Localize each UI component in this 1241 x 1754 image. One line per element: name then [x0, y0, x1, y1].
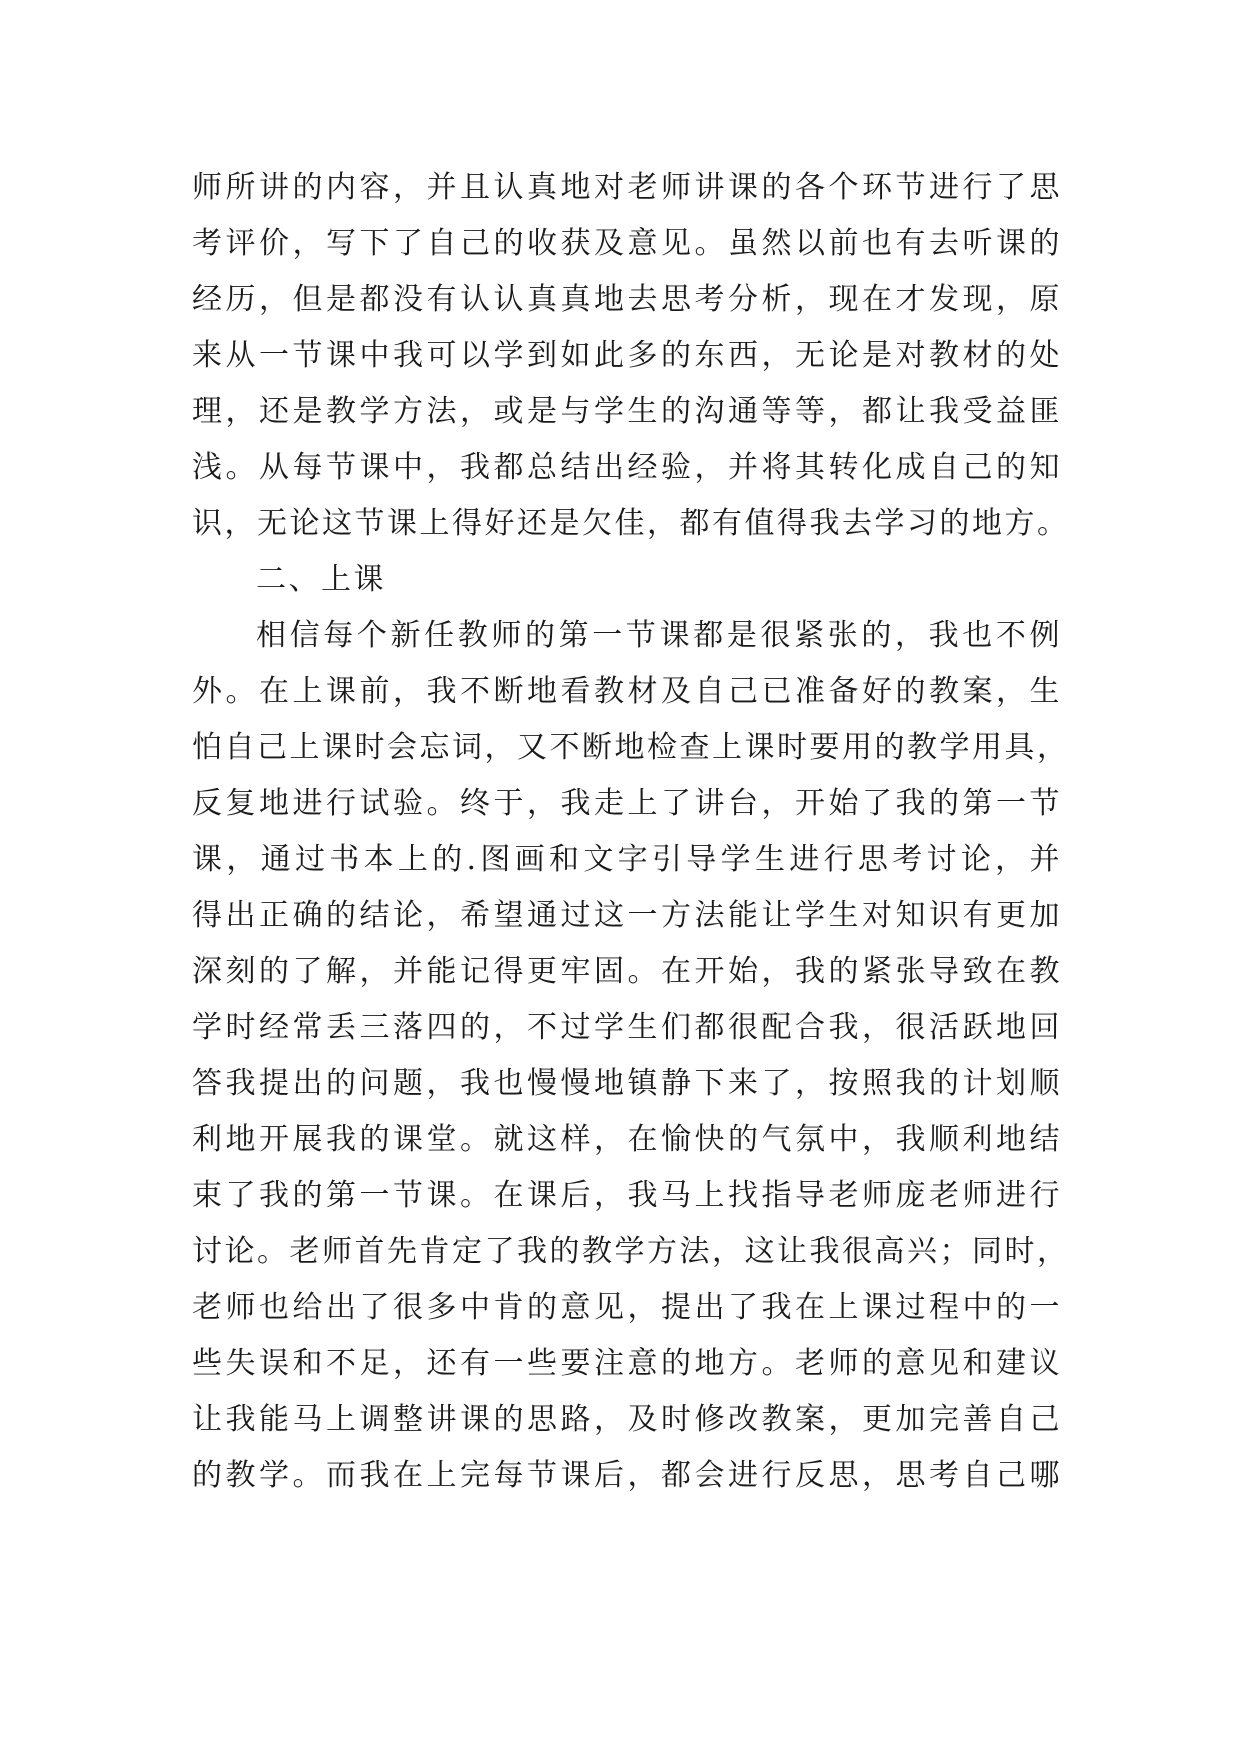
- text-line: 的教学。而我在上完每节课后，都会进行反思，思考自己哪: [192, 1458, 1062, 1493]
- document-page: [192, 160, 1070, 1504]
- text-line: 考评价，写下了自己的收获及意见。虽然以前也有去听课的: [192, 226, 1062, 261]
- text-line: 老师也给出了很多中肯的意见，提出了我在上课过程中的一: [192, 1290, 1062, 1325]
- text-line: 得出正确的结论，希望通过这一方法能让学生对知识有更加: [192, 898, 1062, 933]
- text-line: 深刻的了解，并能记得更牢固。在开始，我的紧张导致在教: [192, 954, 1062, 989]
- text-line: 束了我的第一节课。在课后，我马上找指导老师庞老师进行: [192, 1178, 1062, 1213]
- text-line: 理，还是教学方法，或是与学生的沟通等等，都让我受益匪: [192, 394, 1062, 429]
- text-line: 怕自己上课时会忘词，又不断地检查上课时要用的教学用具，: [192, 730, 1070, 765]
- text-line: 讨论。老师首先肯定了我的教学方法，这让我很高兴；同时，: [192, 1234, 1070, 1269]
- text-line: 课，通过书本上的.图画和文字引导学生进行思考讨论，并: [192, 842, 1062, 877]
- text-line: 识，无论这节课上得好还是欠佳，都有值得我去学习的地方。: [192, 506, 1070, 541]
- text-line: 经历，但是都没有认认真真地去思考分析，现在才发现，原: [192, 282, 1062, 317]
- text-line: 答我提出的问题，我也慢慢地镇静下来了，按照我的计划顺: [192, 1066, 1062, 1101]
- text-line: 些失误和不足，还有一些要注意的地方。老师的意见和建议: [192, 1346, 1062, 1381]
- text-line: 反复地进行试验。终于，我走上了讲台，开始了我的第一节: [192, 786, 1062, 821]
- text-line: 让我能马上调整讲课的思路，及时修改教案，更加完善自己: [192, 1402, 1062, 1437]
- text-line: 外。在上课前，我不断地看教材及自己已准备好的教案，生: [192, 674, 1062, 709]
- section-heading: 二、上课: [256, 562, 386, 597]
- text-line: 利地开展我的课堂。就这样，在愉快的气氛中，我顺利地结: [192, 1122, 1062, 1157]
- text-line: 来从一节课中我可以学到如此多的东西，无论是对教材的处: [192, 338, 1062, 373]
- text-line: 师所讲的内容，并且认真地对老师讲课的各个环节进行了思: [192, 170, 1062, 205]
- text-line: 相信每个新任教师的第一节课都是很紧张的，我也不例: [256, 618, 1062, 653]
- text-line: 浅。从每节课中，我都总结出经验，并将其转化成自己的知: [192, 450, 1062, 485]
- text-line: 学时经常丢三落四的，不过学生们都很配合我，很活跃地回: [192, 1010, 1062, 1045]
